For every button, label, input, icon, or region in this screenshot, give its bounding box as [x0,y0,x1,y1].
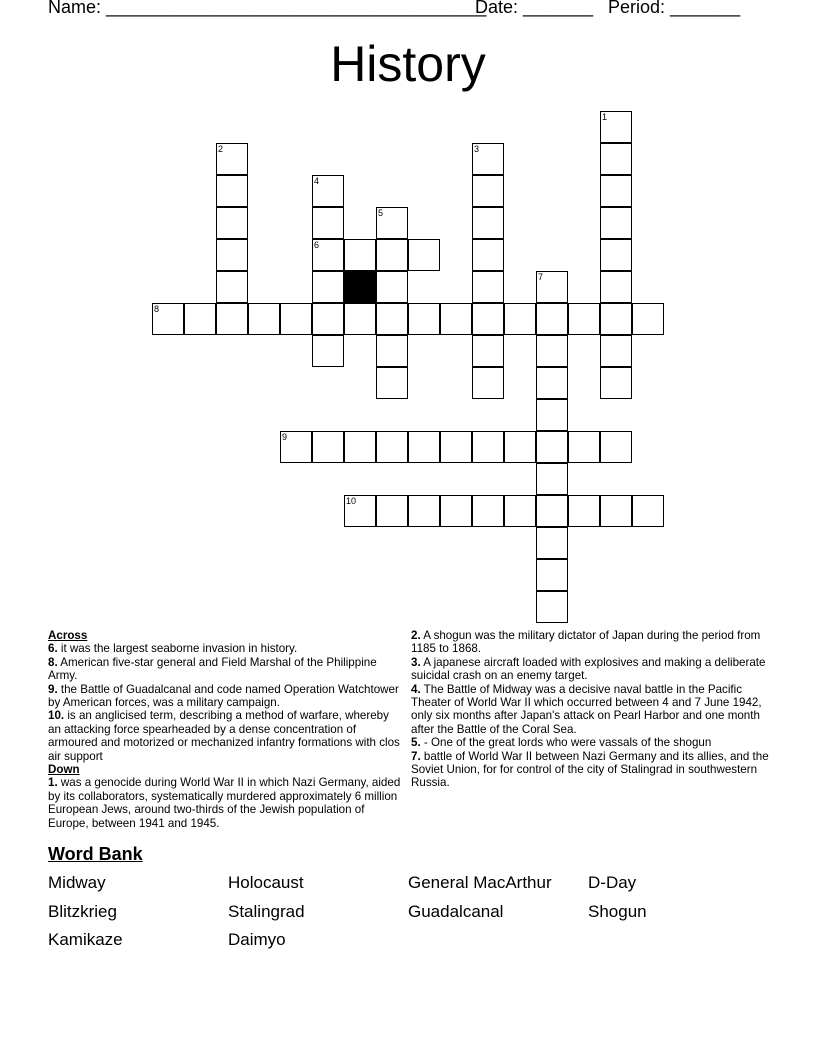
clue-item [48,709,404,763]
grid-cell[interactable] [568,495,600,527]
clue-item-number: 5. [411,736,421,750]
grid-cell[interactable] [632,495,664,527]
clue-number: 7 [538,272,544,282]
word-bank-item: Guadalcanal [408,902,504,921]
grid-cell[interactable] [216,239,248,271]
grid-cell[interactable] [504,431,536,463]
clue-item-text: is an anglicised term, describing a method of warfare, whereby an attacking force spearheaded by a dense concentration of armoured and motorized or mechanized infantry formations with clos air support [48,709,400,763]
grid-cell[interactable] [472,495,504,527]
date-field[interactable]: Date: _______ [475,0,594,17]
clue-item-number: 4. [411,682,421,696]
grid-cell[interactable] [600,335,632,367]
grid-cell[interactable] [472,335,504,367]
clue-item-text: was a genocide during World War II in which Nazi Germany, aided by its collaborators, systematically murdered approximately 6 million European Jews, around two-thirds of the Jewish population of Europe, between 1941 and 1945. [48,776,401,830]
down-clue-list-continued [411,629,773,790]
word-bank-title: Word Bank [48,844,143,864]
period-field[interactable]: Period: _______ [608,0,741,17]
down-heading: Down [48,763,80,777]
clue-item-number: 3. [411,655,421,669]
grid-cell[interactable] [376,367,408,399]
grid-cell[interactable] [600,495,632,527]
word-bank-item: D-Day [588,873,637,892]
grid-cell[interactable] [600,175,632,207]
grid-cell[interactable] [344,239,376,271]
word-bank-item: Midway [48,873,106,892]
grid-cell[interactable] [600,271,632,303]
grid-cell[interactable] [536,303,568,335]
grid-cell[interactable] [440,431,472,463]
clue-item-number: 2. [411,629,421,642]
grid-cell[interactable] [216,207,248,239]
clue-item-number: 7. [411,749,421,763]
grid-cell[interactable] [472,143,504,175]
grid-cell[interactable] [184,303,216,335]
clue-item-text: American five-star general and Field Marshal of the Philippine Army. [48,655,377,683]
grid-cell[interactable] [376,271,408,303]
clue-item-number: 8. [48,655,58,669]
grid-cell[interactable] [408,239,440,271]
clue-item [411,629,773,656]
grid-cell[interactable] [216,175,248,207]
clue-item [48,642,404,655]
clue-item-text: A shogun was the military dictator of Japan during the period from 1185 to 1868. [411,629,761,656]
grid-cell[interactable] [376,495,408,527]
grid-cell[interactable] [536,591,568,623]
grid-cell[interactable] [472,175,504,207]
grid-cell[interactable] [408,431,440,463]
clue-item [48,776,404,830]
grid-cell[interactable] [568,431,600,463]
clue-item-text: The Battle of Midway was a decisive naval battle in the Pacific Theater of World War II which occurred between 4 and 7 June 1942, only six months after Japan's attack on Pearl Harbor and one month after the Battle of the Coral Sea. [411,682,762,736]
clue-number: 4 [314,176,320,186]
grid-cell[interactable] [632,303,664,335]
grid-cell[interactable] [536,399,568,431]
clue-number: 9 [282,432,288,442]
grid-cell[interactable] [248,303,280,335]
grid-cell[interactable] [472,207,504,239]
grid-cell[interactable] [280,303,312,335]
grid-cell[interactable] [536,367,568,399]
clue-item [411,656,773,683]
grid-cell[interactable] [312,335,344,367]
grid-cell[interactable] [344,303,376,335]
grid-cell[interactable] [536,495,568,527]
word-bank-item: Blitzkrieg [48,902,117,921]
grid-cell[interactable] [472,271,504,303]
page-title: History [330,36,486,92]
down-clue-list [48,776,404,830]
name-field[interactable]: Name: ______________________________________ [48,0,487,17]
clue-item-text: A japanese aircraft loaded with explosives and making a deliberate suicidal crash on an enemy target. [411,655,766,683]
grid-cell[interactable] [600,111,632,143]
grid-cell[interactable] [536,559,568,591]
grid-cell[interactable] [312,239,344,271]
grid-block [344,271,376,303]
grid-cell[interactable] [376,431,408,463]
grid-cell[interactable] [536,463,568,495]
grid-cell[interactable] [440,495,472,527]
grid-cell[interactable] [536,527,568,559]
grid-cell[interactable] [312,271,344,303]
grid-cell[interactable] [216,271,248,303]
grid-cell[interactable] [600,239,632,271]
grid-cell[interactable] [216,303,248,335]
grid-cell[interactable] [472,431,504,463]
clue-item-number: 1. [48,776,58,790]
grid-cell[interactable] [600,367,632,399]
word-bank-item: General MacArthur [408,873,552,892]
clue-number: 6 [314,240,320,250]
grid-cell[interactable] [504,303,536,335]
word-bank-item: Holocaust [228,873,304,892]
grid-cell[interactable] [216,143,248,175]
clue-item-number: 6. [48,642,58,656]
clue-number: 8 [154,304,160,314]
across-heading: Across [48,629,88,642]
grid-cell[interactable] [504,495,536,527]
word-bank-item: Stalingrad [228,902,305,921]
grid-cell[interactable] [600,143,632,175]
across-clue-list [48,642,404,763]
clue-number: 10 [346,496,357,506]
clue-item [411,683,773,737]
clue-item [411,736,773,749]
grid-cell[interactable] [568,303,600,335]
grid-cell[interactable] [600,207,632,239]
clue-item [48,656,404,683]
grid-cell[interactable] [408,495,440,527]
clue-item [411,750,773,790]
grid-cell[interactable] [376,239,408,271]
grid-cell[interactable] [440,303,472,335]
grid-cell[interactable] [312,207,344,239]
grid-cell[interactable] [536,431,568,463]
clue-item-text: it was the largest seaborne invasion in history. [57,642,298,656]
grid-cell[interactable] [344,495,376,527]
grid-cell[interactable] [472,367,504,399]
clues-right [411,629,773,790]
grid-cell[interactable] [536,271,568,303]
word-bank-item: Kamikaze [48,930,123,949]
grid-cell[interactable] [312,175,344,207]
word-bank-item: Daimyo [228,930,286,949]
clue-item-number: 10. [48,709,65,723]
grid-cell[interactable] [280,431,312,463]
clue-number: 1 [602,112,608,122]
clue-number: 3 [474,144,480,154]
grid-cell[interactable] [152,303,184,335]
clues-left [48,629,404,830]
grid-cell[interactable] [472,239,504,271]
clue-item [48,683,404,710]
grid-cell[interactable] [376,303,408,335]
clue-item-text: - One of the great lords who were vassals of the shogun [420,736,712,750]
clue-item-number: 9. [48,682,58,696]
clue-number: 2 [218,144,224,154]
grid-cell[interactable] [600,303,632,335]
grid-cell[interactable] [536,335,568,367]
clue-item-text: battle of World War II between Nazi Germany and its allies, and the Soviet Union, for for control of the city of Stalingrad in southwestern Russia. [411,749,769,790]
grid-cell[interactable] [472,303,504,335]
grid-cell[interactable] [344,431,376,463]
word-bank-item: Shogun [588,902,647,921]
grid-cell[interactable] [408,303,440,335]
grid-cell[interactable] [376,207,408,239]
clue-item-text: the Battle of Guadalcanal and code named Operation Watchtower by American forces, was a military campaign. [48,682,399,710]
grid-cell[interactable] [312,303,344,335]
grid-cell[interactable] [600,431,632,463]
grid-cell[interactable] [376,335,408,367]
clue-number: 5 [378,208,384,218]
grid-cell[interactable] [312,431,344,463]
